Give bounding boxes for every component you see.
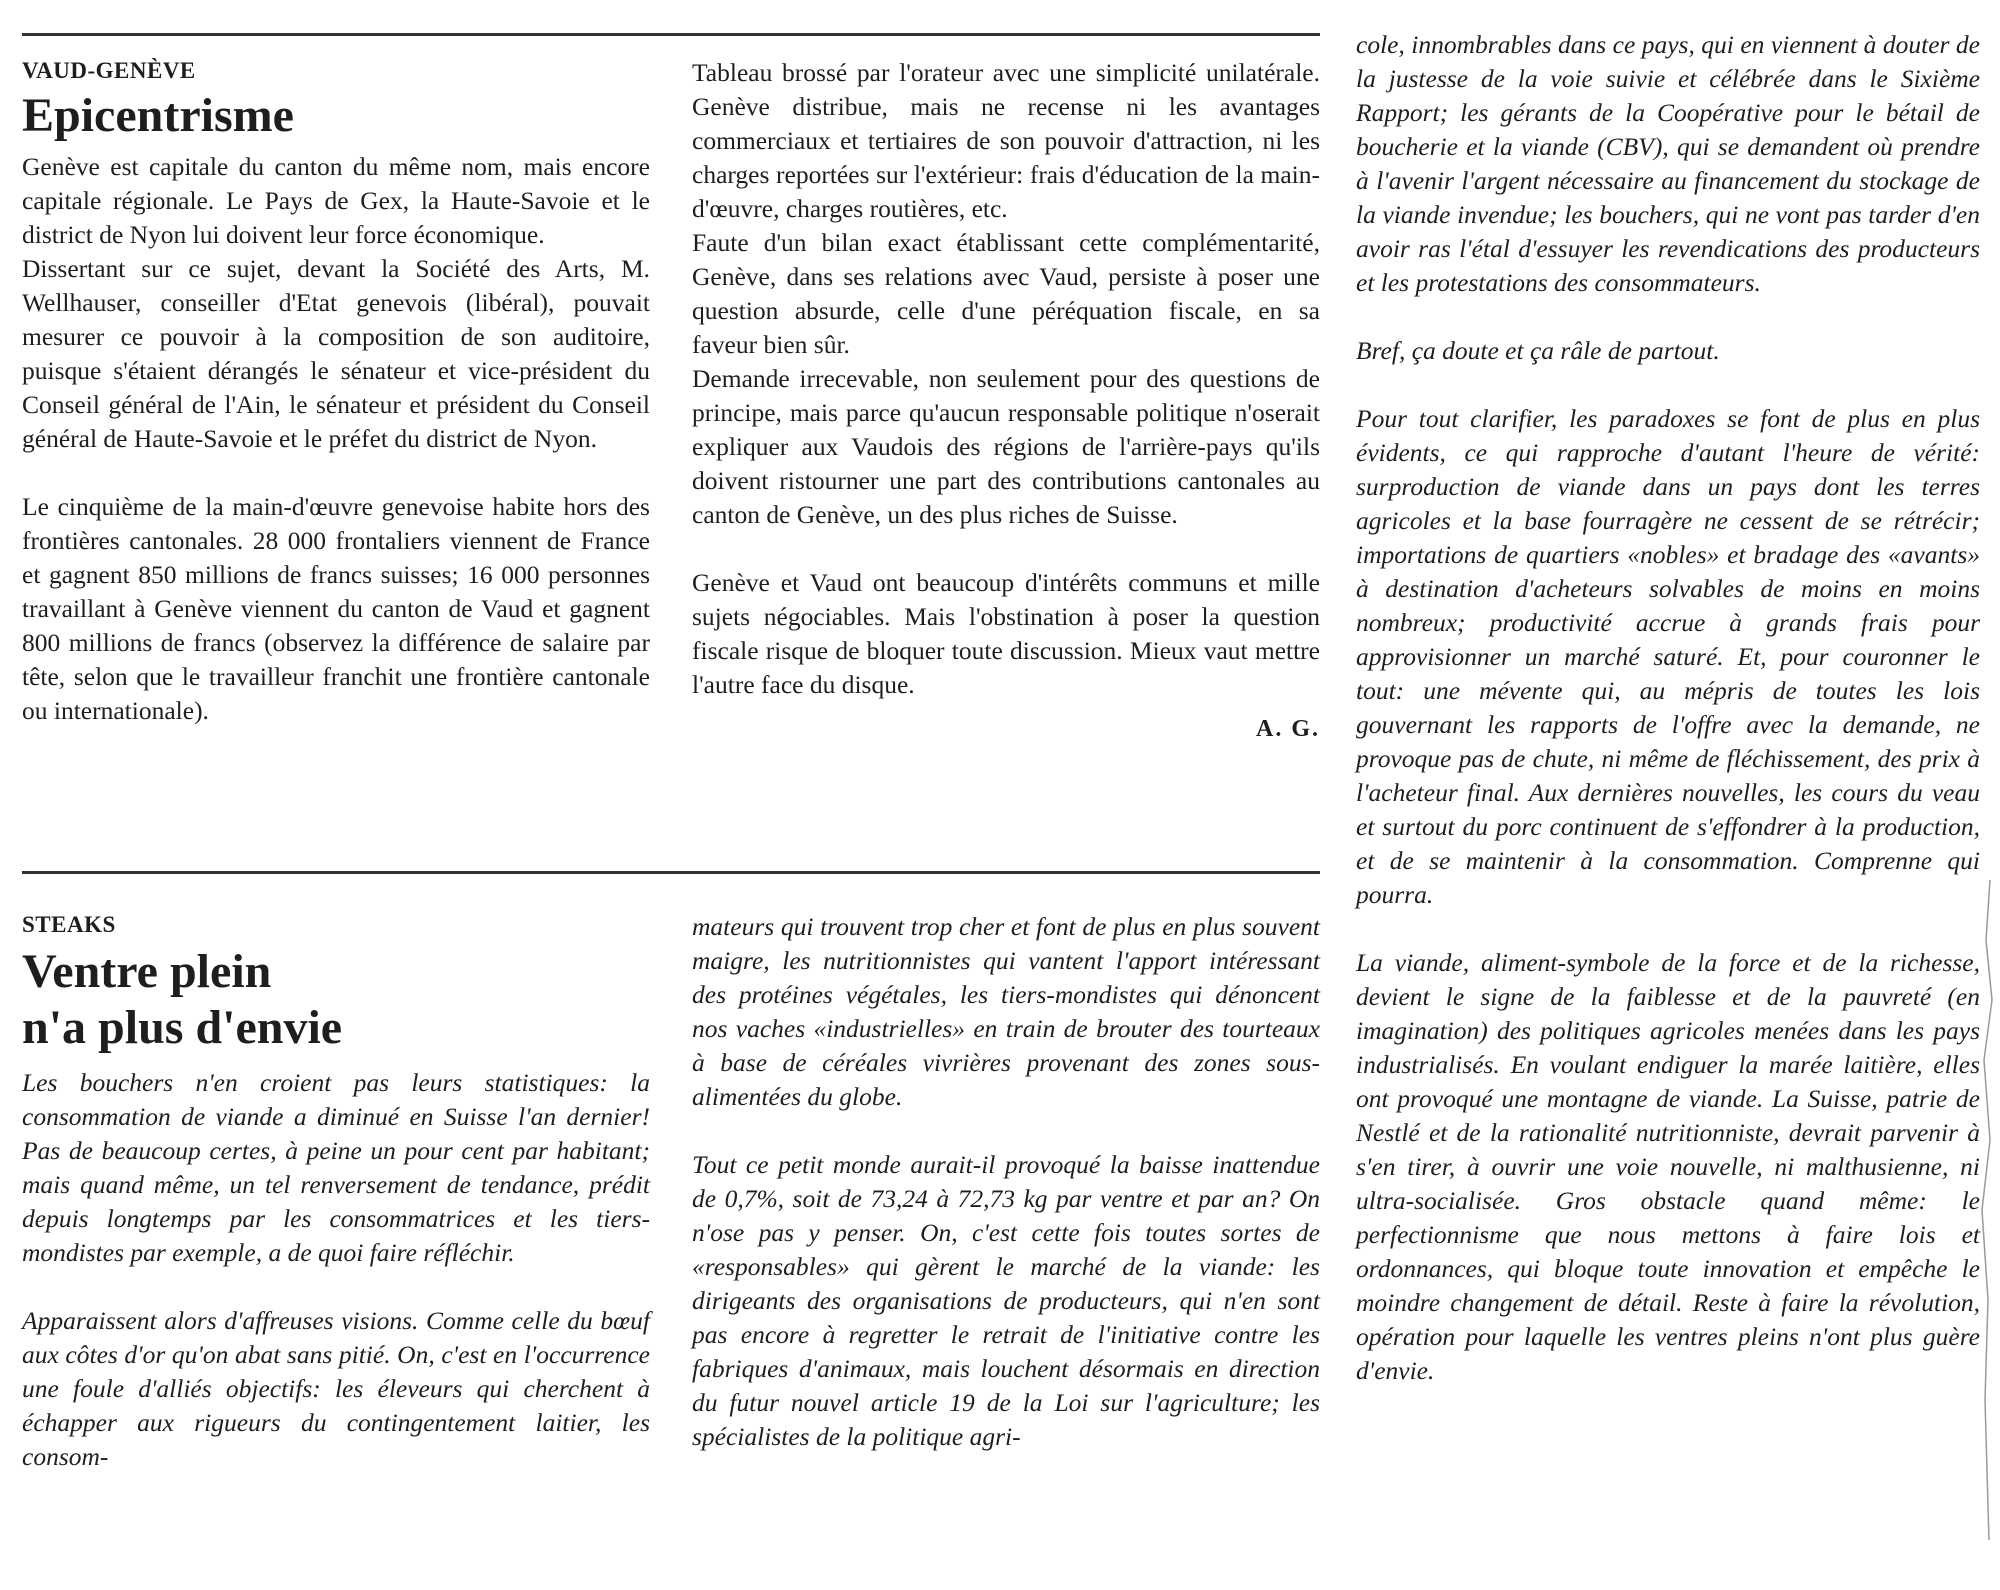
article2-column-3 [1356, 28, 1980, 1388]
top-rule [22, 33, 1320, 36]
article1-kicker: VAUD-GENÈVE [22, 58, 196, 83]
article2-column-1 [22, 910, 650, 1474]
article1-paragraph: Genève et Vaud ont beaucoup d'intérêts communs et mille sujets négociables. Mais l'obstination à poser la question fiscale risque de bloquer toute discussion. Mieux vaut mettre l'autre face du disque. [692, 568, 1320, 699]
article2-paragraph: Apparaissent alors d'affreuses visions. Comme celle du bœuf aux côtes d'or qu'on abat sans pitié. On, c'est en l'occurrence une foule d'alliés objectifs: les éleveurs qui cherchent à échapper aux rigueurs du contingentement laitier, les consom- [22, 1306, 650, 1471]
article2-column-2 [692, 910, 1320, 1454]
article1-signature: A. G. [1256, 716, 1320, 742]
article2-title-line: Ventre plein [22, 945, 272, 998]
article2-paragraph: La viande, aliment-symbole de la force et de la richesse, devient le signe de la faiblesse et de la pauvreté (en imagination) des politiques agricoles menées dans les pays industrialisés. En voulant endiguer la marée laitière, elles ont provoqué une montagne de viande. La Suisse, patrie de Nestlé et de la rationalité nutritionniste, devrait parvenir à s'en tirer, à ouvrir une voie nouvelle, ni malthusienne, ni ultra-socialisée. Gros obstacle quand même: le perfectionnisme que nous mettons à faire lois et ordonnances, qui bloque toute innovation et empêche le moindre changement de détail. Reste à faire la révolution, opération pour laquelle les ventres pleins n'ont plus guère d'envie. [1356, 948, 1980, 1385]
section-divider [22, 871, 1320, 874]
article1-paragraph: Dissertant sur ce sujet, devant la Société des Arts, M. Wellhauser, conseiller d'Etat genevois (libéral), pouvait mesurer ce pouvoir à la composition de son auditoire, puisque s'étaient dérangés le sénateur et vice-président du Conseil général de l'Ain, le sénateur et président du Conseil général de Haute-Savoie et le préfet du district de Nyon. [22, 254, 650, 453]
article2-paragraph: cole, innombrables dans ce pays, qui en viennent à douter de la justesse de la voie suivie et célébrée dans le Sixième Rapport; les gérants de la Coopérative pour le bétail de boucherie et la viande (CBV), qui se demandent où prendre à l'avenir l'argent nécessaire au financement du stockage de la viande invendue; les bouchers, qui ne vont pas tarder d'en avoir ras l'étal d'essuyer les revendications des producteurs et les protestations des consommateurs. [1356, 30, 1980, 297]
article1-paragraph: Genève est capitale du canton du même nom, mais encore capitale régionale. Le Pays de Gex, la Haute-Savoie et le district de Nyon lui doivent leur force économique. [22, 152, 650, 249]
article2-paragraph: Tout ce petit monde aurait-il provoqué la baisse inattendue de 0,7%, soit de 73,24 à 72,73 kg par ventre et par an? On n'ose pas y penser. On, c'est cette fois toutes sortes de «responsables» qui gèrent le marché de la viande: les dirigeants des organisations de producteurs, qui n'en sont pas encore à regretter le retrait de l'initiative contre les fabriques d'animaux, mais louchent désormais en direction du futur nouvel article 19 de la Loi sur l'agriculture; les spécialistes de la politique agri- [692, 1150, 1320, 1451]
article1-title: Epicentrisme [22, 89, 294, 142]
paper-tear-edge [1976, 880, 2000, 1540]
article1-column-2 [692, 56, 1320, 746]
article1-paragraph: Tableau brossé par l'orateur avec une simplicité unilatérale. Genève distribue, mais ne recense ni les avantages commerciaux et tertiaires de son pouvoir d'attraction, ni les charges reportées sur l'extérieur: frais d'éducation de la main-d'œuvre, charges routières, etc. [692, 58, 1320, 223]
article1-column-1 [22, 56, 650, 728]
article2-kicker: STEAKS [22, 912, 116, 937]
article1-paragraph: Faute d'un bilan exact établissant cette complémentarité, Genève, dans ses relations avec Vaud, persiste à poser une question absurde, celle d'une péréquation fiscale, en sa faveur bien sûr. [692, 228, 1320, 359]
article2-title [22, 944, 650, 1056]
article1-paragraph: Demande irrecevable, non seulement pour des questions de principe, mais parce qu'aucun responsable politique n'oserait expliquer aux Vaudois des régions de l'arrière-pays qu'ils doivent ristourner une part des contributions cantonales au canton de Genève, un des plus riches de Suisse. [692, 364, 1320, 529]
article2-paragraph: mateurs qui trouvent trop cher et font de plus en plus souvent maigre, les nutritionnistes qui vantent l'apport intéressant des protéines végétales, les tiers-mondistes qui dénoncent nos vaches «industrielles» en train de brouter des tourteaux à base de céréales vivrières provenant des zones sous-alimentées du globe. [692, 912, 1320, 1111]
article2-title-line: n'a plus d'envie [22, 1001, 343, 1054]
article1-paragraph: Le cinquième de la main-d'œuvre genevoise habite hors des frontières cantonales. 28 000 frontaliers viennent de France et gagnent 850 millions de francs suisses; 16 000 personnes travaillant à Genève viennent du canton de Vaud et gagnent 800 millions de francs (observez la différence de salaire par tête, selon que le travailleur franchit une frontière cantonale ou internationale). [22, 492, 650, 725]
article2-paragraph: Bref, ça doute et ça râle de partout. [1356, 336, 1720, 365]
article2-paragraph: Pour tout clarifier, les paradoxes se font de plus en plus évidents, ce qui rapproche d'autant l'heure de vérité: surproduction de viande dans un pays dont les terres agricoles et la base fourragère ne cessent de se rétrécir; importations de quartiers «nobles» et bradage des «avants» à destination d'acheteurs solvables de moins en moins nombreux; productivité accrue à grands frais pour approvisionner un marché saturé. Et, pour couronner le tout: une mévente qui, au mépris de toutes les lois gouvernant les rapports de l'offre avec la demande, ne provoque pas de chute, ni même de fléchissement, des prix à l'acheteur final. Aux dernières nouvelles, les cours du veau et surtout du porc continuent de s'effondrer à la production, et de se maintenir à la consommation. Comprenne qui pourra. [1356, 404, 1980, 909]
article2-paragraph: Les bouchers n'en croient pas leurs statistiques: la consommation de viande a diminué en Suisse l'an dernier! Pas de beaucoup certes, à peine un pour cent par habitant; mais quand même, un tel renversement de tendance, prédit depuis longtemps par les consommatrices et les tiers-mondistes par exemple, a de quoi faire réfléchir. [22, 1068, 650, 1267]
